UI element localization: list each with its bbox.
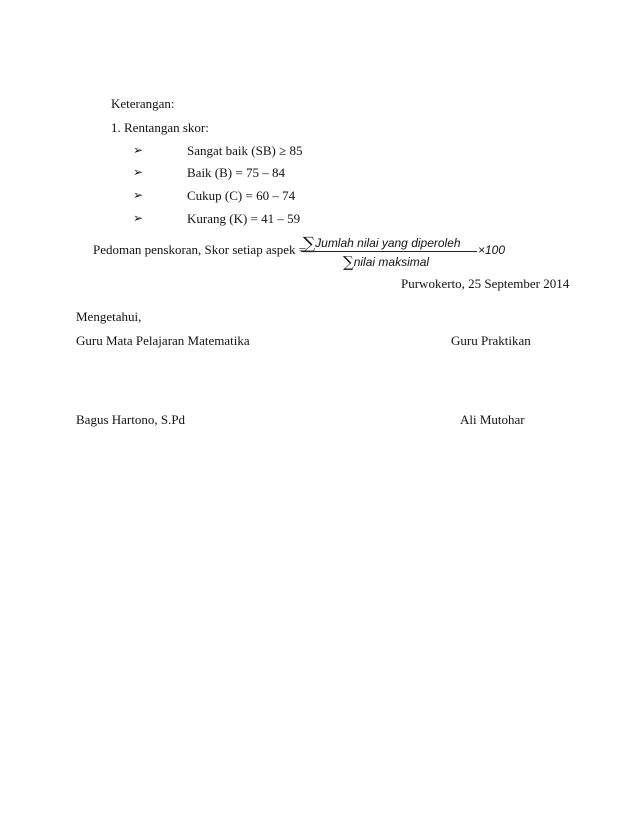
denominator-text: nilai maksimal: [353, 255, 430, 269]
left-signatory-role: Guru Mata Pelajaran Matematika: [76, 333, 250, 348]
score-item-text: Sangat baik (SB) ≥ 85: [187, 143, 303, 158]
right-signatory-role: Guru Praktikan: [451, 333, 531, 348]
formula-denominator: [343, 252, 429, 270]
notes-heading: Keterangan:: [111, 96, 175, 111]
scoring-label: Pedoman penskoran, Skor setiap aspek =: [93, 242, 307, 257]
arrow-bullet-icon: ➢: [133, 165, 144, 179]
sigma-symbol: ∑: [303, 234, 316, 254]
acknowledged-label: Mengetahui,: [76, 309, 142, 324]
arrow-bullet-icon: ➢: [133, 188, 144, 202]
score-range-title: 1. Rentangan skor:: [111, 120, 209, 135]
score-item-text: Kurang (K) = 41 – 59: [187, 211, 301, 226]
right-signatory-name: Ali Mutohar: [460, 412, 525, 427]
left-signatory-name: Bagus Hartono, S.Pd: [76, 412, 186, 427]
score-item-text: Cukup (C) = 60 – 74: [187, 188, 296, 203]
arrow-bullet-icon: ➢: [133, 143, 144, 157]
sigma-symbol: ∑: [343, 253, 354, 271]
arrow-bullet-icon: ➢: [133, 211, 144, 225]
score-item-text: Baik (B) = 75 – 84: [187, 165, 285, 180]
scoring-formula: [297, 232, 527, 272]
multiplier-text: ×100: [478, 243, 506, 257]
formula-numerator: [303, 232, 461, 252]
place-date: Purwokerto, 25 September 2014: [401, 276, 570, 291]
numerator-text: Jumlah nilai yang diperoleh: [315, 236, 461, 250]
